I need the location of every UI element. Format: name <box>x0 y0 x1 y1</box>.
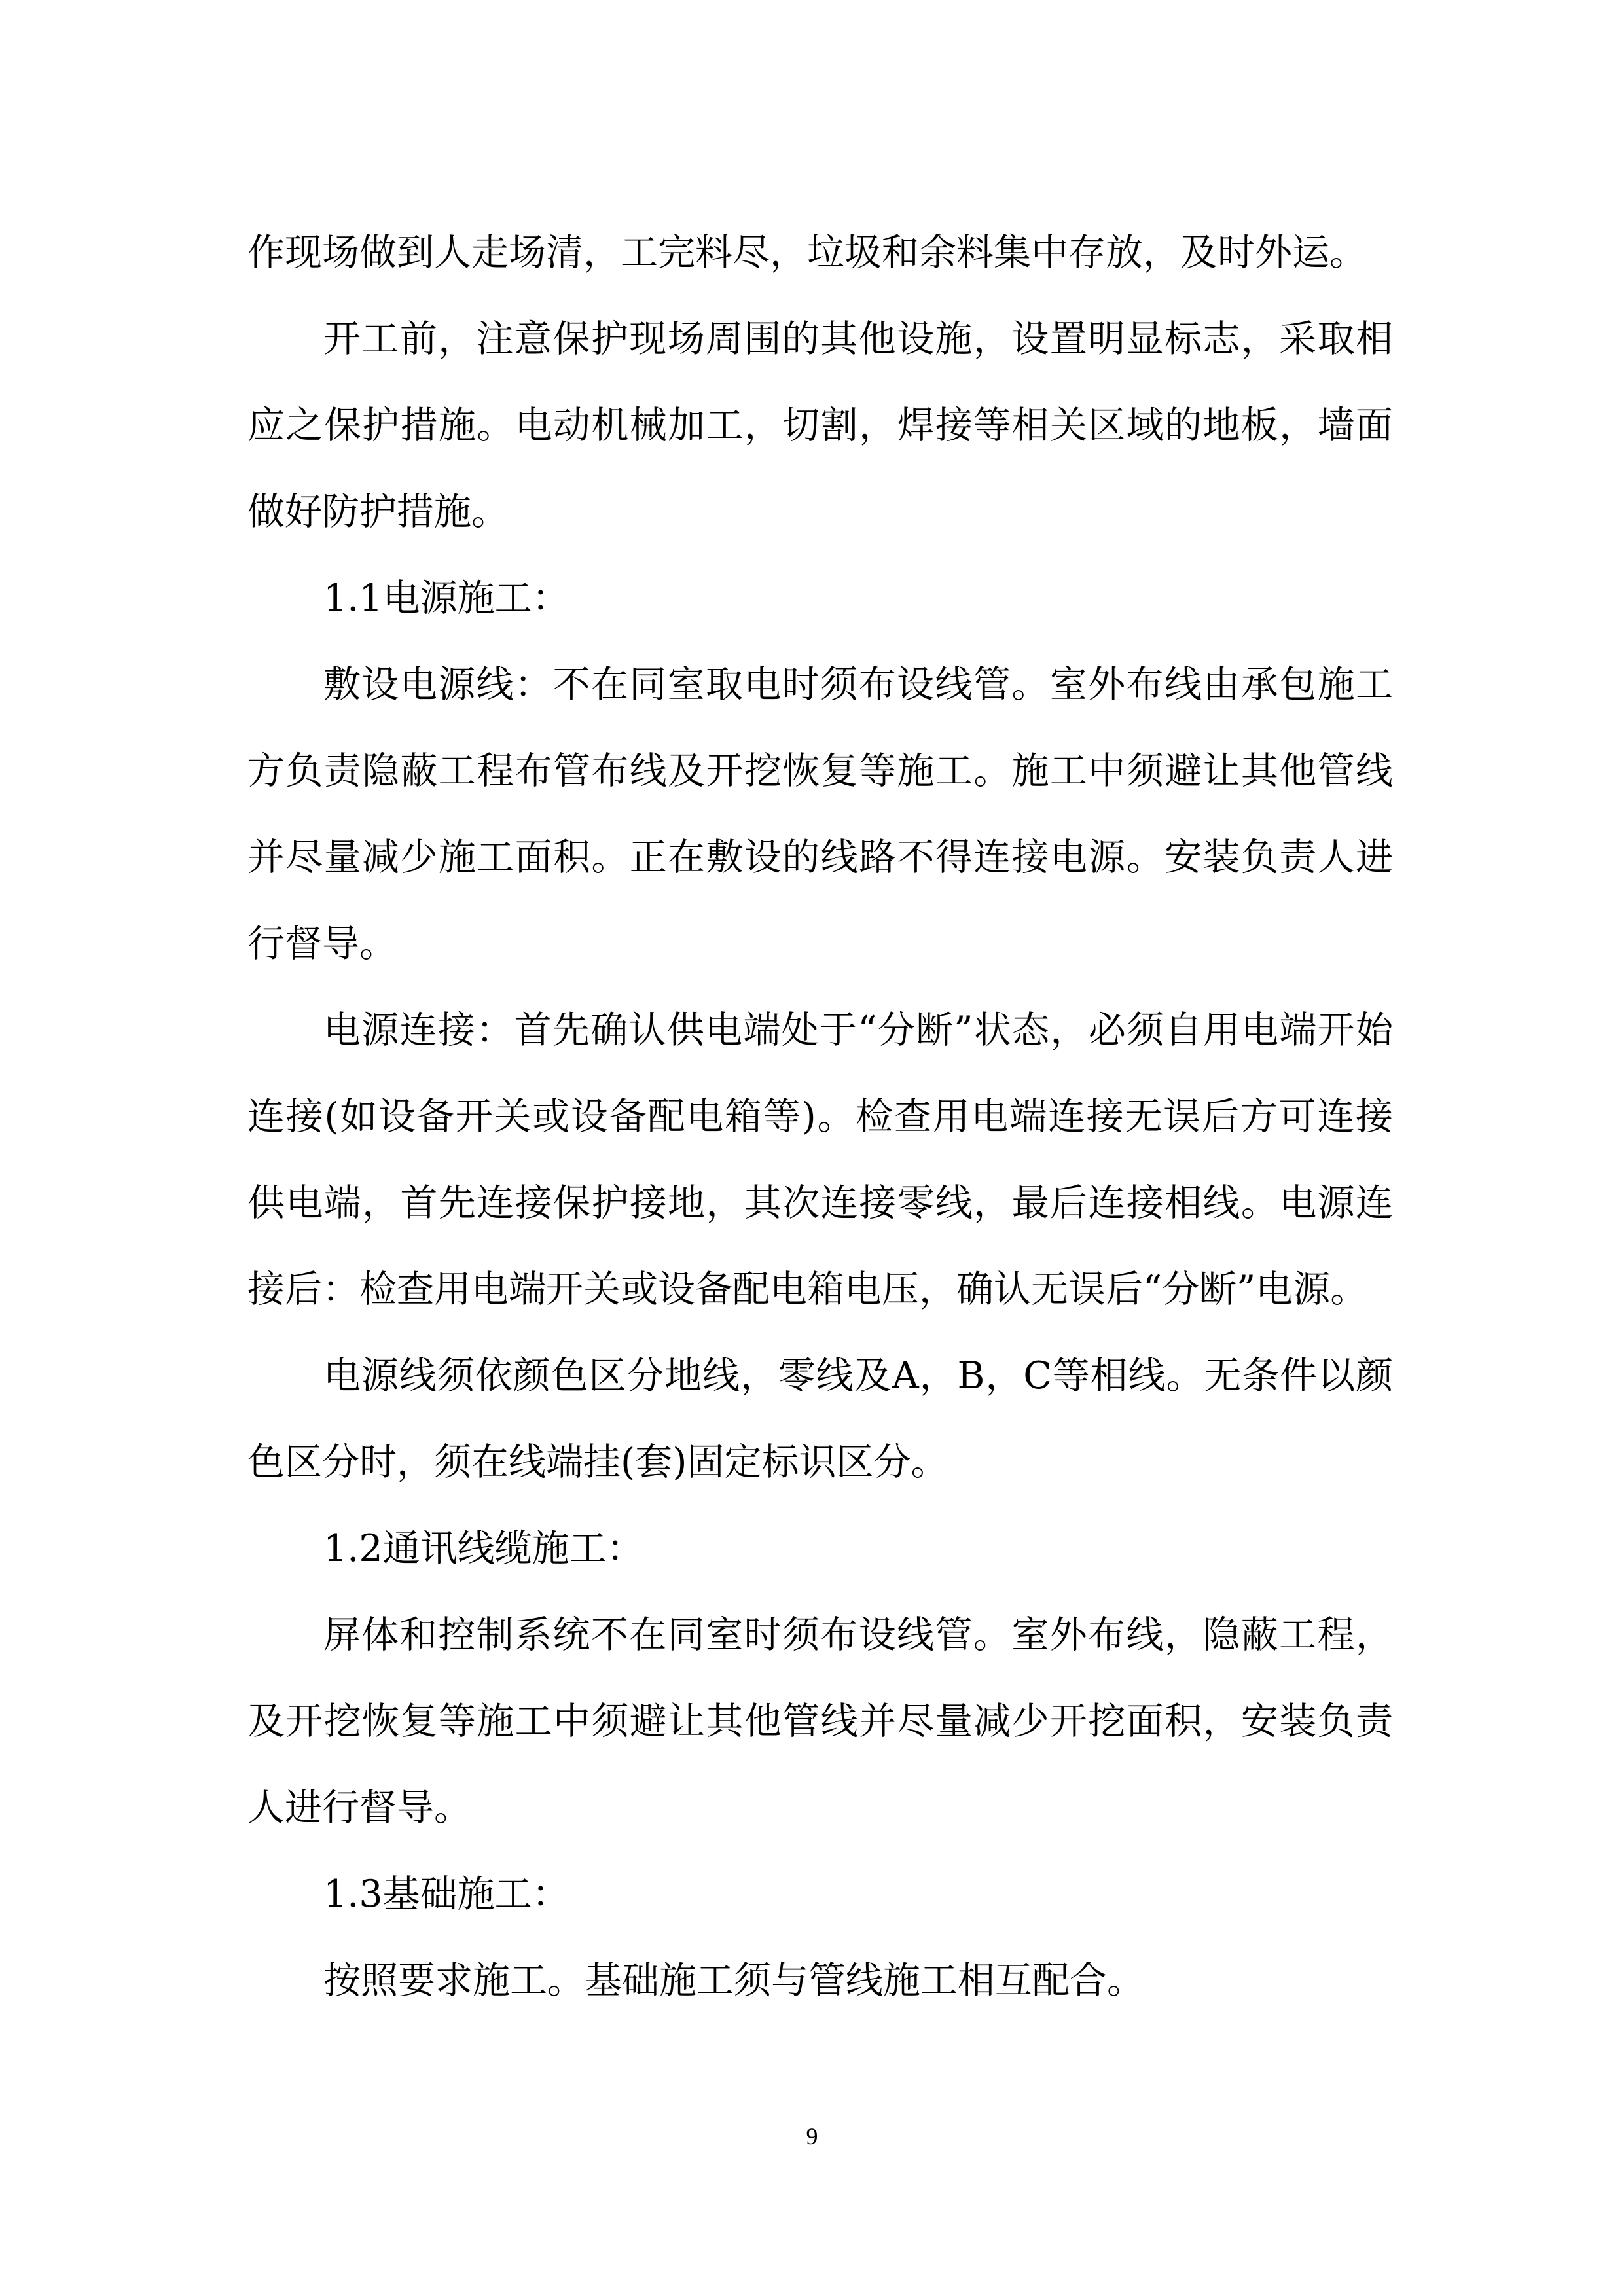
paragraph-site-protection: 开工前，注意保护现场周围的其他设施，设置明显标志，采取相应之保护措施。电动机械加工，切割，焊接等相关区域的地板，墙面做好防护措施。 <box>247 317 1393 533</box>
heading-communication-cable: 1.2通讯线缆施工： <box>323 1527 644 1570</box>
paragraph-cable-color-coding: 电源线须依颜色区分地线，零线及A，B，C等相线。无条件以颜色区分时，须在线端挂(套)固定标识区分。 <box>247 1354 1393 1484</box>
heading-foundation-construction: 1.3基础施工： <box>323 1873 569 1916</box>
paragraph-power-connection: 电源连接：首先确认供电端处于“分断”状态，必须自用电端开始连接(如设备开关或设备配电箱等)。检查用电端连接无误后方可连接供电端，首先连接保护接地，其次连接零线，最后连接相线。电源连接后：检查用电端开关或设备配电箱电压，确认无误后“分断”电源。 <box>247 1009 1393 1311</box>
paragraph-foundation-construction: 按照要求施工。基础施工须与管线施工相互配合。 <box>323 1959 1144 2002</box>
paragraph-continuation: 作现场做到人走场清，工完料尽，垃圾和余料集中存放，及时外运。 <box>247 231 1367 274</box>
page-number: 9 <box>806 2123 818 2149</box>
paragraph-communication-cable: 屏体和控制系统不在同室时须布设线管。室外布线，隐蔽工程，及开挖恢复等施工中须避让其他管线并尽量减少开挖面积，安装负责人进行督导。 <box>247 1613 1393 1829</box>
paragraph-laying-power-cable: 敷设电源线：不在同室取电时须布设线管。室外布线由承包施工方负责隐蔽工程布管布线及开挖恢复等施工。施工中须避让其他管线并尽量减少施工面积。正在敷设的线路不得连接电源。安装负责人进行督导。 <box>247 663 1393 965</box>
page-body <box>247 209 1393 2024</box>
heading-power-construction: 1.1电源施工： <box>323 577 569 620</box>
